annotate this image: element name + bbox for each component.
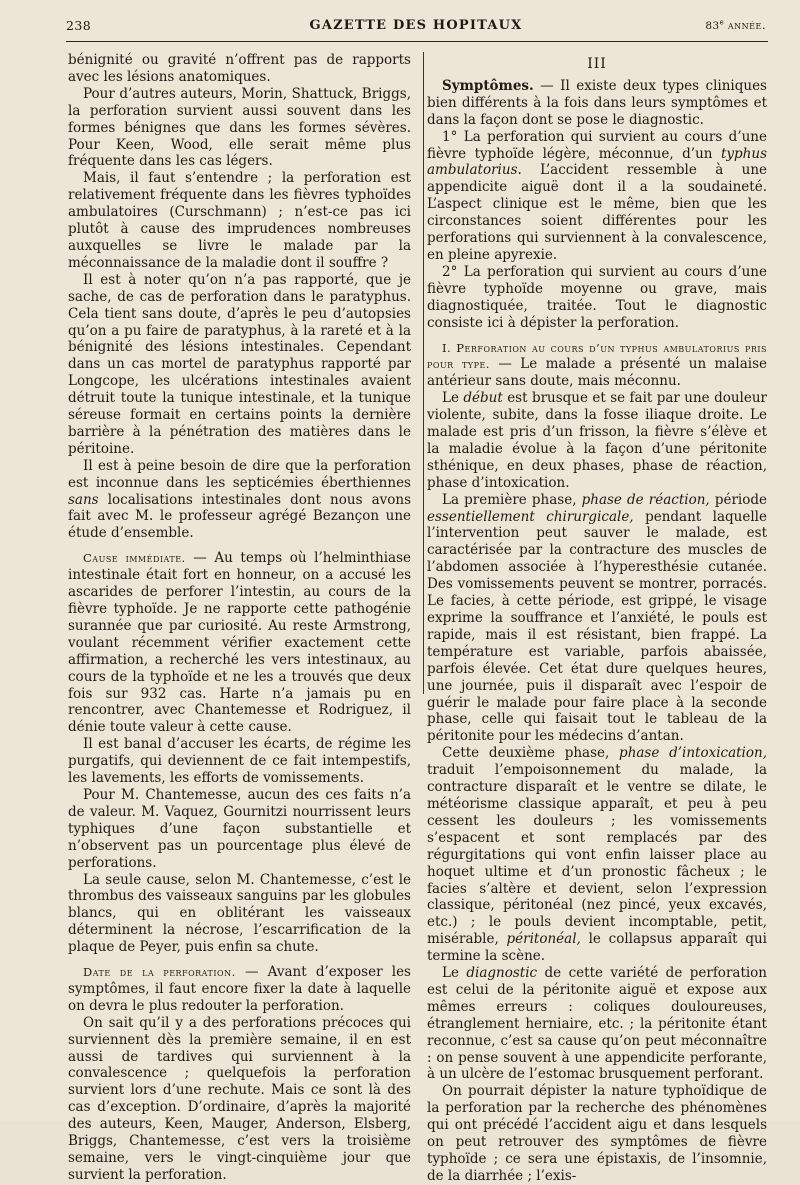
text-run: le collapsus apparaît qui termine la scène. (427, 931, 767, 965)
italic-run: phase de réaction, (581, 491, 710, 508)
section-heading: Symptômes. (442, 77, 534, 94)
text-run: — Avant d’exposer les symptômes, il faut encore fixer la date à laquelle on devra le plus redouter la perforation. (68, 964, 411, 1014)
text-run: période (709, 491, 767, 508)
text-run: — Il existe deux types cliniques bien différents à la fois dans leurs symptômes et dans la façon dont se pose le diagnostic. (427, 77, 767, 128)
text-run: pendant laquelle l’intervention peut sauver le malade, est caractérisée par la contracture des muscles de l’abdomen associée à l’hyperesthésie cutanée. Des vomissements peuvent se montrer, porracés. Le facies, à cette période, est grippé, le visage exprime la souffrance et l’anxiété, le pouls est rapide, mais il est résistant, bien frappé. La température est variable, parfois abaissée, parfois élevée. Cet état dure quelques heures, une journée, puis il disparaît avec l’espoir de guérir le malade pour faire place à la seconde phase, celle qui faisait tout le tableau de la péritonite pour les médecins d’antan. (427, 508, 767, 745)
paragraph (68, 458, 411, 543)
year-label (705, 18, 766, 32)
text-run: — Le malade a présenté un malaise antérieur sans doute, mais méconnu. (427, 356, 768, 390)
paragraph: Mais, il faut s’entendre ; la perforation est relativement fréquente dans les fièvres typhoïdes ambulatoires (Curschmann) ; n’est-ce pas ici plutôt à cause des imprudences nombreuses auxquelles se livre le malade par la méconnaissance de la maladie dont il souffre ? (68, 170, 411, 271)
section-number: III (587, 56, 607, 72)
paragraph (427, 745, 767, 965)
paragraph (427, 129, 767, 264)
italic-run: phase d’intoxication, (619, 745, 767, 762)
paragraph: 2° La perforation qui survient au cours d’une fièvre typhoïde moyenne ou grave, mais diagnostiquée, traitée. Tout le diagnostic consiste ici à dépister la perforation. (427, 263, 767, 331)
paragraph: On pourrait dépister la nature typhoïdique de la perforation par la recherche des phénomènes qui ont précédé l’accident aigu et dans lesquels on peut retrouver des symptômes de fièvre typhoïde ; ce sera une épistaxis, de l’insomnie, de la diarrhée ; l’exis- (427, 1083, 767, 1184)
year-word: année. (727, 18, 766, 32)
italic-run: diagnostic (466, 965, 538, 982)
paragraph (427, 492, 767, 746)
section-heading: Cause immédiate. (83, 551, 186, 566)
year-sup: e (719, 18, 725, 27)
text-run: La première phase, (442, 491, 582, 508)
paragraph: bénignité ou gravité n’offrent pas de rapports avec les lésions anatomiques. (68, 52, 411, 85)
journal-title: GAZETTE DES HOPITAUX (309, 18, 523, 33)
text-run: Le (442, 390, 464, 407)
column-rule (423, 52, 424, 694)
text-run: de cette variété de perforation est celui de la péritonite aiguë et expose aux mêmes erreurs : coliques douloureuses, étranglement herniaire, etc. ; la péritonite étant reconnue, c’est sa cause qu’on peut méconnaître : on pense souvent à une appendicite perforante, à un ulcère de l’estomac brusquement perforant. (427, 965, 768, 1083)
paragraph: On sait qu’il y a des perforations précoces qui surviennent dès la première semaine, il en est aussi de tardives qui surviennent à la convalescence ; quelquefois la perforation survient lors d’une rechute. Mais ce sont là des cas d’exception. D’ordinaire, d’après la majorité des auteurs, Keen, Mauger, Anderson, Elsberg, Briggs, Chantemesse, c’est vers la troisième semaine, vers le vingt-cinquième jour que survient la perforation. (68, 1014, 411, 1183)
text-run: Il est à peine besoin de dire que la perforation est inconnue dans les septicémies éberthiennes (68, 457, 411, 491)
paragraph: Pour d’autres auteurs, Morin, Shattuck, Briggs, la perforation survient aussi souvent dans les formes bénignes que dans les formes sévères. Pour Keen, Wood, elle serait même plus fréquente dans les cas légers. (68, 85, 411, 170)
italic-run: essentiellement chirurgicale, (427, 508, 634, 525)
paragraph: Pour M. Chantemesse, aucun des ces faits n’a de valeur. M. Vaquez, Gournitzi nourrissent leurs typhiques d’une façon substantielle et n’observent pas un pourcentage plus élevé de perforations. (68, 786, 411, 871)
page-number: 238 (66, 18, 92, 33)
paragraph: Il est banal d’accuser les écarts, de régime les purgatifs, qui deviennent de ce fait intempestifs, les lavements, les efforts de vomissements. (68, 736, 411, 787)
paragraph-cause (68, 550, 411, 736)
right-column (427, 52, 767, 1185)
left-column (68, 52, 411, 1184)
text-run: Cette deuxième phase, (442, 745, 620, 762)
text-run: — Au temps où l’helminthiase intestinale était fort en honneur, on a accusé les ascarides de perforer l’intestin, au cours de la fièvre typhoïde. Je ne rapporte cette pathogénie surannée que par curiosité. Au reste Armstrong, voulant récemment vérifier exactement cette affirmation, a recherché les vers intestinaux, au cours de la typhoïde et ne les a trouvés que deux fois sur 932 cas. Harte n’a jamais pu en rencontrer, avec Chantemesse et Rodriguez, il dénie toute valeur à cette cause. (68, 550, 411, 736)
italic-run: typhus ambulatorius. (427, 145, 767, 179)
text-run: Le (442, 965, 467, 982)
italic-run: péritonéal, (506, 931, 581, 948)
text-run: L’accident ressemble à une appendicite aiguë dont il a la soudaineté. L’aspect clinique est le même, bien que les circonstances soient différentes pour les perforations qui surviennent à la convalescence, en pleine apyrexie. (427, 162, 767, 263)
paragraph: Il est à noter qu’on n’a pas rapporté, que je sache, de cas de perforation dans le paratyphus. Cela tient sans doute, d’après le peu d’autopsies qu’on a pu faire de paratyphus, à la rareté et à la bénignité des lésions intestinales. Cependant dans un cas mortel de paratyphus rapporté par Longcope, les ulcérations intestinales avaient détruit toute la tunique intestinale, et la tunique séreuse formait en certains points la dernière barrière à la pénétration des matières dans le péritoine. (68, 271, 411, 457)
paragraph-date (68, 964, 411, 1015)
paragraph (427, 390, 767, 491)
text-run: localisations intestinales dont nous avons fait avec M. le professeur agrégé Bezançon une étude d’ensemble. (68, 491, 411, 542)
paragraph: La seule cause, selon M. Chantemesse, c’est le thrombus des vaisseaux sanguins par les globules blancs, qui en oblitérant les vaisseaux déterminent la nécrose, l’escarrification de la plaque de Peyer, puis enfin sa chute. (68, 871, 411, 956)
paragraph-symptomes (427, 78, 767, 129)
text-run: 1° La perforation qui survient au cours d’une fièvre typhoïde légère, méconnue, d’un (427, 128, 767, 162)
paragraph-perforation (427, 340, 767, 391)
section-heading: Date de la perforation. (83, 965, 236, 980)
paragraph (427, 965, 767, 1083)
section-heading: I. Perforation au cours d’un typhus ambulatorius pris pour type. (427, 340, 767, 372)
running-header (66, 18, 766, 38)
italic-run: sans (68, 491, 99, 508)
year-number: 83 (705, 20, 720, 32)
text-run: traduit l’empoisonnement du malade, la contracture disparaît et le ventre se dilate, le météorisme classique apparaît, et peu à peu cessent les douleurs ; les vomissements s’espacent et sont remplacés par des régurgitations qui vont enfin laisser place au hoquet ultime et d’un pronostic fâcheux ; le facies s’altère et devient, selon l’expression classique, péritonéal (nez pincé, yeux excavés, etc.) ; le pouls devient incomptable, petit, misérable, (427, 762, 767, 948)
italic-run: début (463, 390, 503, 407)
header-rule (66, 41, 768, 42)
text-run: est brusque et se fait par une douleur violente, subite, dans la fosse iliaque droite. Le malade est pris d’un frisson, la fièvre s’élève et la maladie évolue à la façon d’une péritonite sthénique, en deux phases, phase de réaction, phase d’intoxication. (427, 390, 768, 491)
